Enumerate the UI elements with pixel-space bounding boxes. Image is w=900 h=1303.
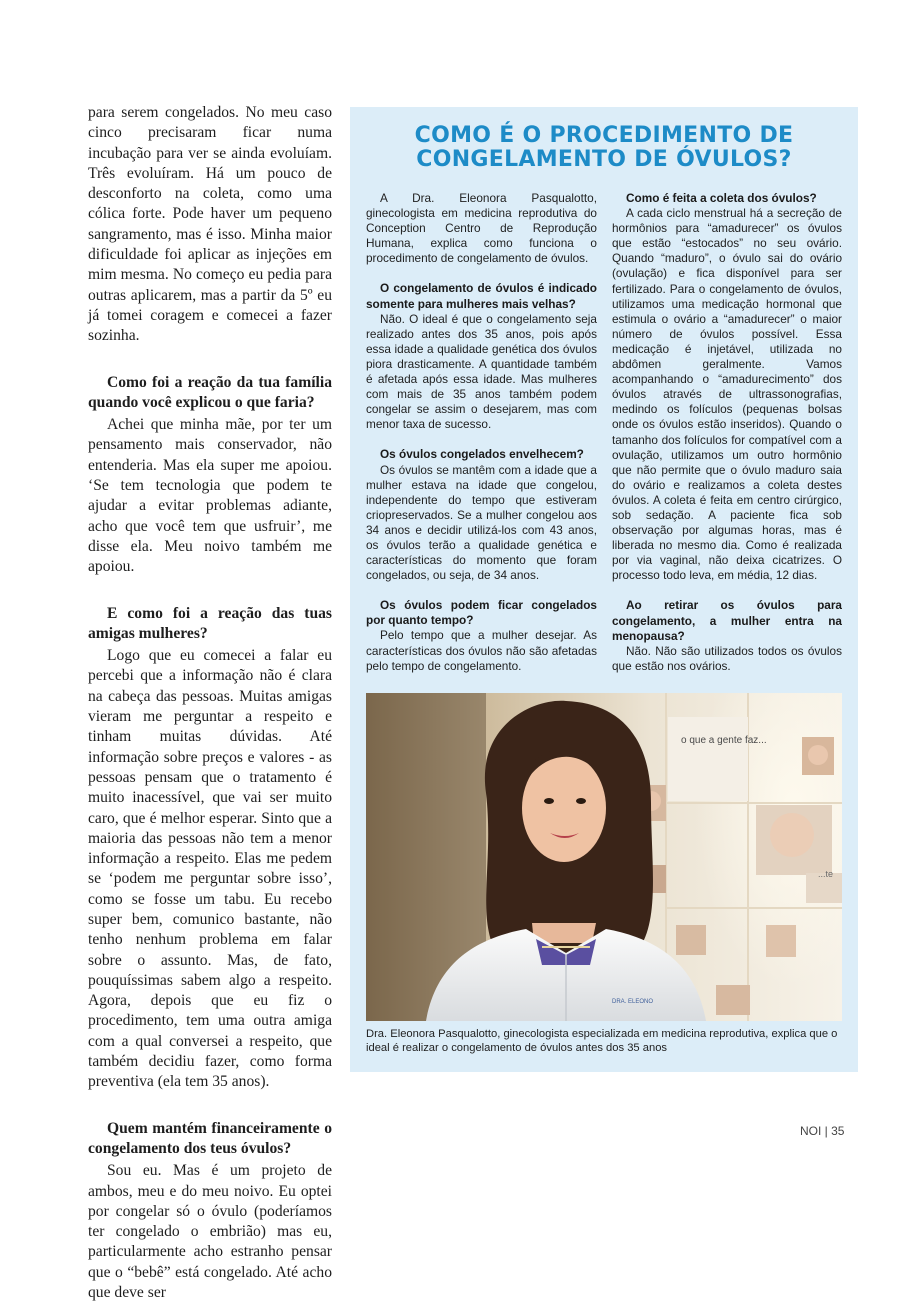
interview-answer: Logo que eu comecei a falar eu percebi que a informação não é clara na cabeça das pessoas. Muitas amigas vieram me perguntar a respeito e tinham muitas dúvidas. Até informação sobre preços e valores - as pessoas pensam que o tratamento é muito inacessível, que vai ser muito caro, que é melhor esperar. Sinto que a maioria das pessoas não tem a menor informação a respeito. Elas me pedem se ‘podem me perguntar sobre isso’, como se fosse um tabu. Eu recebo super bem, comunico bastante, não tenho nenhum problema em falar sobre o assunto. Mas, de fato, pouquíssimas sabem algo a respeito. Agora, depois que eu fiz o procedimento, tem uma outra amiga com a qual conversei a respeito, que também decidiu fazer, como forma preventiva (ela tem 35 anos). [88,647,332,1091]
sidebar-column-left [366,191,597,674]
interview-answer: Achei que minha mãe, por ter um pensamento mais conservador, não entenderia. Mas ela super me apoiou. ‘Se tem tecnologia que podem te ajudar a evitar problemas adiante, acho que você tem que usfruir’, me disse ela. Meu noivo também me apoiou. [88,416,332,576]
sidebar-answer: Não. O ideal é que o congelamento seja realizado antes dos 35 anos, pois após essa idade a qualidade genética dos óvulos piora drasticamente. A quantidade também é afetada após essa idade. Mas mulheres com mais de 35 anos também podem congelar se assim o desejarem, mas com menor taxa de sucesso. [366,311,597,432]
article-paragraph: para serem congelados. No meu caso cinco precisaram ficar numa incubação para ver se ainda evoluíam. Três evoluíram. Há um pouco de desconforto na coleta, como uma cólica forte. Pode haver um pequeno sangramento, mas é isso. Minha maior dificuldade foi aplicar as injeções em mim mesma. No começo eu pedia para outras aplicarem, mas a partir da 5º eu já tomei coragem e comecei a fazer sozinha. [88,104,332,345]
sidebar-box [350,107,858,1072]
sidebar-answer: Pelo tempo que a mulher desejar. As características dos óvulos não são afetadas pelo tempo de congelamento. [366,628,597,673]
coat-embroidery: DRA. ELEONO [612,999,654,1005]
sidebar-question: O congelamento de óvulos é indicado somente para mulheres mais velhas? [366,281,597,311]
sidebar-title [350,124,858,172]
interview-answer: Sou eu. Mas é um projeto de ambos, meu e do meu noivo. Eu optei por congelar só o óvulo (poderíamos ter congelado o embrião) mas eu, particularmente acho estranho pensar que o “bebê” está congelado. Até acho que deve ser [88,1162,332,1302]
sidebar-answer: A cada ciclo menstrual há a secreção de hormônios para “amadurecer” os óvulos que estão “estocados” no seu ovário. Quando “maduro”, o óvulo sai do ovário (ovulação) e fica disponível para ser fertilizado. Para o congelamento de óvulos, utilizamos uma medicação hormonal que estimula o ovário a “amadurecer” o maior número de óvulos possível. Essa medicação é injetável, utilizada no abdômen geralmente. Vamos acompanhando o “amadurecimento” dos óvulos através de ultrassonografias, medindo os folículos (pequenas bolsas onde os óvulos estão inseridos). Quando o tamanho dos folículos for compatível com a ovulação, utilizamos um outro hormônio que não permite que o óvulo maduro saia do ovário e realizamos a coleta destes óvulos. A coleta é feita em centro cirúrgico, sob sedação. A paciente fica sob observação por algumas horas, mas é liberada no mesmo dia. Como é realizada por via vaginal, não deixa cicatrizes. O processo todo leva, em média, 12 dias. [612,206,842,583]
sidebar-question: Ao retirar os óvulos para congelamento, a mulher entra na menopausa? [612,598,842,643]
wall-text: ...te [818,869,834,879]
doctor-photo [366,693,842,1021]
sidebar-answer: Não. Não são utilizados todos os óvulos que estão nos ovários. [612,643,842,673]
sidebar-title-line: COMO É O PROCEDIMENTO DE [414,123,794,148]
article-main-column [88,103,332,1303]
page-number: NOI | 35 [800,1124,845,1138]
doctor-photo-illustration [366,693,842,1021]
sidebar-question: Os óvulos congelados envelhecem? [380,447,584,462]
interview-question: Como foi a reação da tua família quando você explicou o que faria? [88,373,332,411]
interview-question: Quem mantém financeiramente o congelamento dos teus óvulos? [88,1119,332,1157]
sidebar-intro: A Dra. Eleonora Pasqualotto, ginecologista em medicina reprodutiva do Conception Centro de Reprodução Humana, explica como funciona o procedimento de congelamento de óvulos. [366,191,597,266]
sidebar-column-right [612,191,842,674]
wall-text: o que a gente faz... [681,735,767,746]
sidebar-question: Como é feita a coleta dos óvulos? [626,191,817,205]
sidebar-title-line: CONGELAMENTO DE ÓVULOS? [416,147,792,172]
sidebar-answer: Os óvulos se mantêm com a idade que a mulher estava na idade que congelou, independente do tempo que estiveram criopreservados. Se a mulher congelou aos 34 anos e decidir utilizá-los com 43 anos, os óvulos terão a qualidade genética e características do momento que foram congelados, ou seja, de 34 anos. [366,462,597,583]
photo-caption: Dra. Eleonora Pasqualotto, ginecologista especializada em medicina reprodutiva, explica que o ideal é realizar o congelamento de óvulos antes dos 35 anos [366,1028,838,1054]
interview-question: E como foi a reação das tuas amigas mulheres? [88,604,332,642]
sidebar-question: Os óvulos podem ficar congelados por quanto tempo? [366,598,597,628]
